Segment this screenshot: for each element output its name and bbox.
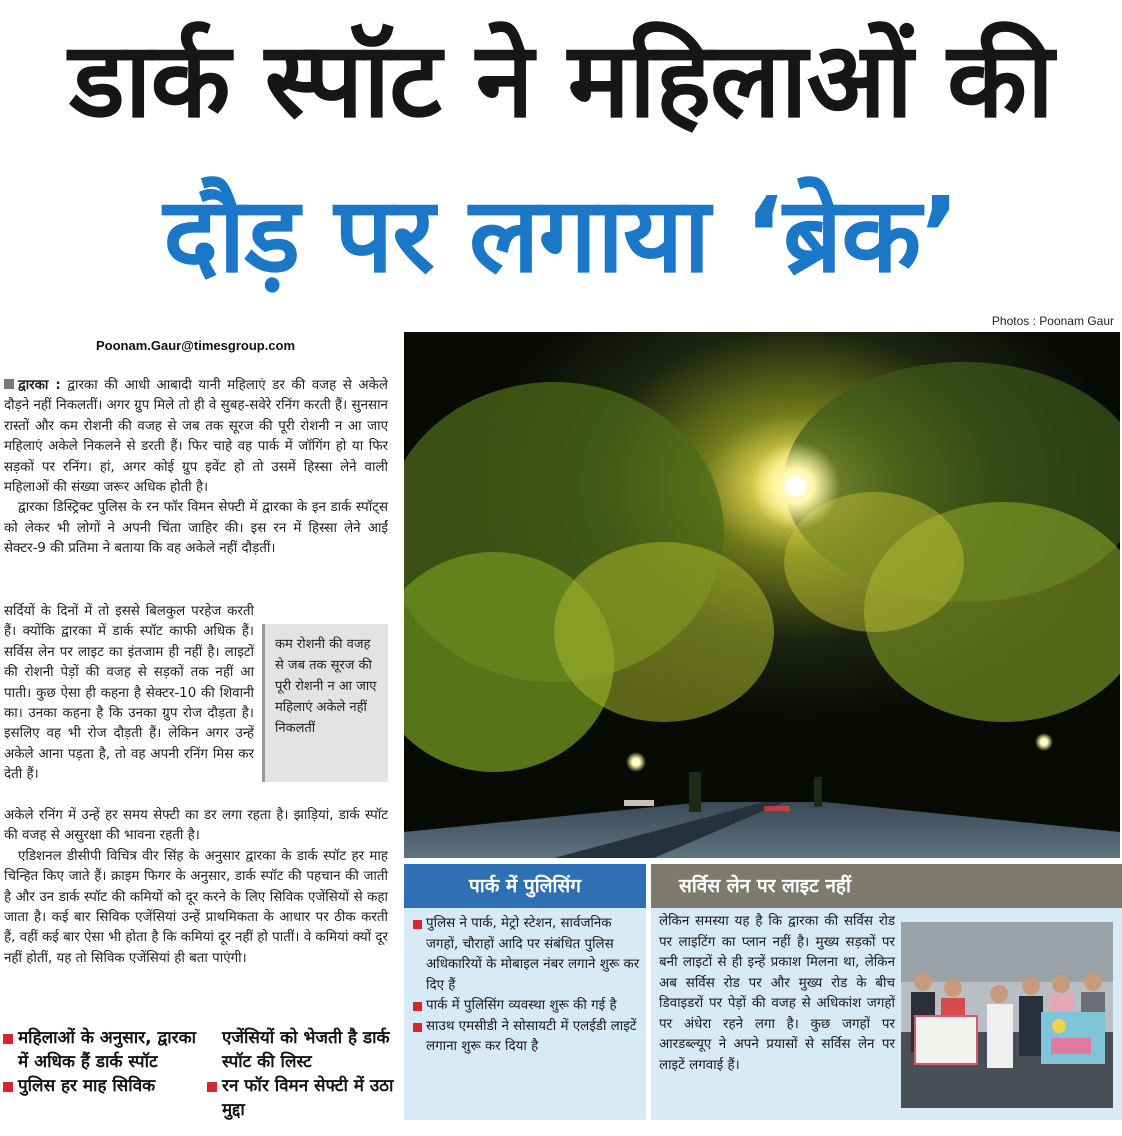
article-body-part-3 bbox=[4, 806, 388, 1010]
crowd-photo-illustration bbox=[901, 922, 1113, 1108]
article-body-part-2 bbox=[4, 602, 254, 804]
article-para-2: द्वारका डिस्ट्रिक्ट पुलिस के रन फॉर विमन सेफ्टी में द्वारका के इन डार्क स्पॉट्स को लेकर भी लोगों ने अपनी चिंता जाहिर की। इस रन में हिस्सा लेने आईं सेक्टर-9 की प्रतिमा ने बताया कि वह अकेले नहीं दौड़तीं। bbox=[4, 500, 388, 557]
service-lane-box bbox=[651, 864, 1122, 1120]
list-item: साउथ एमसीडी ने सोसायटी में एलईडी लाइटें लगाना शुरू कर दिया है bbox=[412, 1017, 642, 1058]
highlight-continuation: एजेंसियों को भेजती है डार्क स्पॉट की लिस्ट bbox=[222, 1028, 390, 1072]
photo-credit: Photos : Poonam Gaur bbox=[991, 314, 1114, 328]
article-para-4: अकेले रनिंग में उन्हें हर समय सेफ्टी का डर लगा रहता है। झाड़ियां, डार्क स्पॉट की वजह से असुरक्षा की भावना रहती है। bbox=[4, 808, 388, 844]
list-item: पुलिस ने पार्क, मेट्रो स्टेशन, सार्वजनिक जगहों, चौराहों आदि पर संबंधित पुलिस अधिकारियों के मोबाइल नंबर लगाने शुरू कर दिए हैं bbox=[412, 914, 642, 996]
park-policing-box bbox=[404, 864, 646, 1120]
highlights-column-1 bbox=[2, 1026, 202, 1098]
highlights-panel bbox=[0, 1018, 400, 1136]
red-square-bullet-icon bbox=[413, 920, 422, 929]
headline-line-1: डार्क स्पॉट ने महिलाओं की bbox=[69, 19, 1053, 141]
service-lane-title: सर्विस लेन पर लाइट नहीं bbox=[651, 864, 1122, 908]
red-square-bullet-icon bbox=[207, 1082, 217, 1092]
red-square-bullet-icon bbox=[413, 1023, 422, 1032]
main-photo-night-street bbox=[404, 332, 1120, 858]
red-square-bullet-icon bbox=[413, 1002, 422, 1011]
article-para-3: सर्दियों के दिनों में तो इससे बिलकुल परहेज करती हैं। क्योंकि द्वारका में डार्क स्पॉट काफी अधिक हैं। सर्विस लेन पर लाइट का इंतजाम ही नहीं है। लाइटों की रोशनी पेड़ों की वजह से सड़कों तक नहीं आ पाती। कुछ ऐसा ही कहना है सेक्टर-10 की शिवानी का। उनका कहना है कि उनका ग्रुप रोज दौड़ता है। इसलिए वह भी रोज दौड़ती हैं। लेकिन अगर उन्हें अकेले आना पड़ता है, तो वह अपनी रनिंग मिस कर देती हैं। bbox=[4, 604, 254, 783]
pull-quote: कम रोशनी की वजह से जब तक सूरज की पूरी रोशनी न आ जाए महिलाएं अकेले नहीं निकलतीं bbox=[262, 624, 388, 782]
highlight-item: रन फॉर विमन सेफ्टी में उठा मुद्दा bbox=[206, 1074, 400, 1122]
highlight-item: महिलाओं के अनुसार, द्वारका में अधिक हैं डार्क स्पॉट bbox=[2, 1026, 202, 1074]
byline[interactable]: Poonam.Gaur@timesgroup.com bbox=[96, 338, 296, 353]
run-participants-photo bbox=[901, 922, 1113, 1108]
highlight-item: पुलिस हर माह सिविक bbox=[2, 1074, 202, 1098]
article-para-5: एडिशनल डीसीपी विचित्र वीर सिंह के अनुसार द्वारका के डार्क स्पॉट हर माह चिन्हित किए जाते हैं। क्राइम फिगर के अनुसार, डार्क स्पॉट की पहचान की जाती है और उन डार्क स्पॉट की कमियों को दूर करने के लिए सिविक एजेंसियों से कहा जाता है। कई बार सिविक एजेंसियां उन्हें प्राथमिकता के आधार पर ठीक करती हैं, वहीं कई बार ऐसा भी होता है कि कमियां दूर नहीं हो पातीं। वे कमियां क्यों दूर नहीं होतीं, यह तो सिविक एजेंसियां ही बता पाएंगी। bbox=[4, 848, 388, 966]
park-policing-list bbox=[404, 908, 646, 1058]
list-item: पार्क में पुलिसिंग व्यवस्था शुरू की गई है bbox=[412, 996, 642, 1017]
paragraph-marker-icon bbox=[4, 379, 14, 389]
park-policing-title: पार्क में पुलिसिंग bbox=[404, 864, 646, 908]
street-lamp-photo-illustration bbox=[404, 332, 1120, 858]
red-square-bullet-icon bbox=[3, 1082, 13, 1092]
service-lane-text: लेकिन समस्या यह है कि द्वारका की सर्विस रोड पर लाइटिंग का प्लान नहीं है। मुख्य सड़कों पर बनी लाइटों से ही इन्हें प्रकाश मिलना था, लेकिन अब सर्विस रोड पर और मुख्य रोड के बीच डिवाइडरों पर पेड़ों की वजह से अधिकांश जगहों पर अंधेरा रहने लगा है। कुछ जगहों पर आरडब्ल्यूए ने अपने प्रयासों से सर्विस लेन पर लाइटें लगवाई हैं। bbox=[659, 914, 895, 1073]
red-square-bullet-icon bbox=[3, 1034, 13, 1044]
headline-line-2: दौड़ पर लगाया ‘ब्रेक’ bbox=[163, 174, 959, 296]
article-body-part-1 bbox=[4, 376, 388, 602]
dateline: द्वारका : bbox=[18, 378, 61, 393]
highlights-column-2 bbox=[206, 1026, 400, 1122]
article-para-1: द्वारका की आधी आबादी यानी महिलाएं डर की वजह से अकेले दौड़ने नहीं निकलतीं। अगर ग्रुप मिले तो ही वे सुबह-सवेरे रनिंग करती हैं। सुनसान रास्तों और कम रोशनी की वजह से जब तक सूरज की पूरी रोशनी न आ जाए महिलाएं अकेले निकलने से डरती हैं। फिर चाहे वह पार्क में जॉगिंग हो या फिर सड़कों पर रनिंग। हां, अगर कोई ग्रुप इवेंट हो तो उसमें हिस्सा लेने वाली महिलाओं की संख्या जरूर अधिक होती है। bbox=[4, 378, 388, 496]
